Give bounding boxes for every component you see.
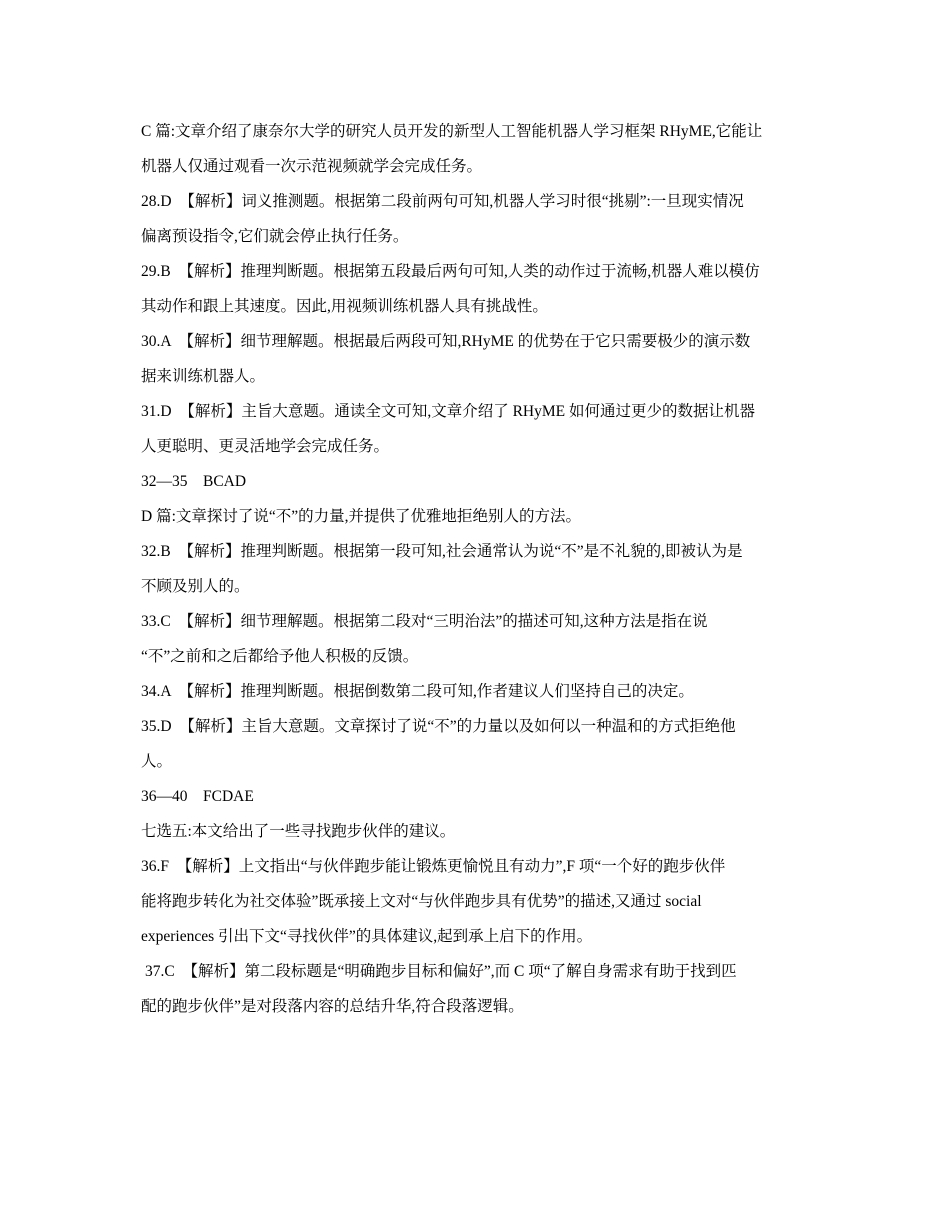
answer-key-page	[141, 114, 821, 1024]
text-line: 29.B 【解析】推理判断题。根据第五段最后两句可知,人类的动作过于流畅,机器人难以模仿	[141, 263, 760, 280]
text-line: 33.C 【解析】细节理解题。根据第二段对“三明治法”的描述可知,这种方法是指在说	[141, 613, 708, 630]
text-line: 28.D 【解析】词义推测题。根据第二段前两句可知,机器人学习时很“挑剔”:一旦现实情况	[141, 193, 744, 210]
text-line: 不顾及别人的。	[141, 578, 250, 595]
text-line: “不”之前和之后都给予他人积极的反馈。	[141, 648, 419, 665]
text-line: D 篇:文章探讨了说“不”的力量,并提供了优雅地拒绝别人的方法。	[141, 508, 582, 525]
text-line: 人更聪明、更灵活地学会完成任务。	[141, 438, 390, 455]
text-line: 机器人仅通过观看一次示范视频就学会完成任务。	[141, 158, 483, 175]
text-line: 其动作和跟上其速度。因此,用视频训练机器人具有挑战性。	[141, 298, 548, 315]
text-line: 能将跑步转化为社交体验”既承接上文对“与伙伴跑步具有优势”的描述,又通过 social	[141, 893, 702, 910]
text-line: 37.C 【解析】第二段标题是“明确跑步目标和偏好”,而 C 项“了解自身需求有助于找到匹	[145, 963, 737, 980]
text-line: 人。	[141, 753, 173, 770]
text-line: 七选五:本文给出了一些寻找跑步伙伴的建议。	[141, 823, 456, 840]
text-line: 31.D 【解析】主旨大意题。通读全文可知,文章介绍了 RHyME 如何通过更少的数据让机器	[141, 403, 755, 420]
text-line: 据来训练机器人。	[141, 368, 266, 385]
text-line: 32—35 BCAD	[141, 473, 247, 490]
text-line: 配的跑步伙伴”是对段落内容的总结升华,符合段落逻辑。	[141, 998, 524, 1015]
text-line: C 篇:文章介绍了康奈尔大学的研究人员开发的新型人工智能机器人学习框架 RHyME,它能让	[141, 123, 763, 140]
text-line: experiences 引出下文“寻找伙伴”的具体建议,起到承上启下的作用。	[141, 928, 593, 945]
text-line: 偏离预设指令,它们就会停止执行任务。	[141, 228, 409, 245]
text-line: 30.A 【解析】细节理解题。根据最后两段可知,RHyME 的优势在于它只需要极少的演示数	[141, 333, 751, 350]
text-line: 36—40 FCDAE	[141, 788, 254, 805]
text-line: 35.D 【解析】主旨大意题。文章探讨了说“不”的力量以及如何以一种温和的方式拒绝他	[141, 718, 736, 735]
text-line: 34.A 【解析】推理判断题。根据倒数第二段可知,作者建议人们坚持自己的决定。	[141, 683, 694, 700]
text-line: 32.B 【解析】推理判断题。根据第一段可知,社会通常认为说“不”是不礼貌的,即被认为是	[141, 543, 743, 560]
text-line: 36.F 【解析】上文指出“与伙伴跑步能让锻炼更愉悦且有动力”,F 项“一个好的跑步伙伴	[141, 858, 726, 875]
